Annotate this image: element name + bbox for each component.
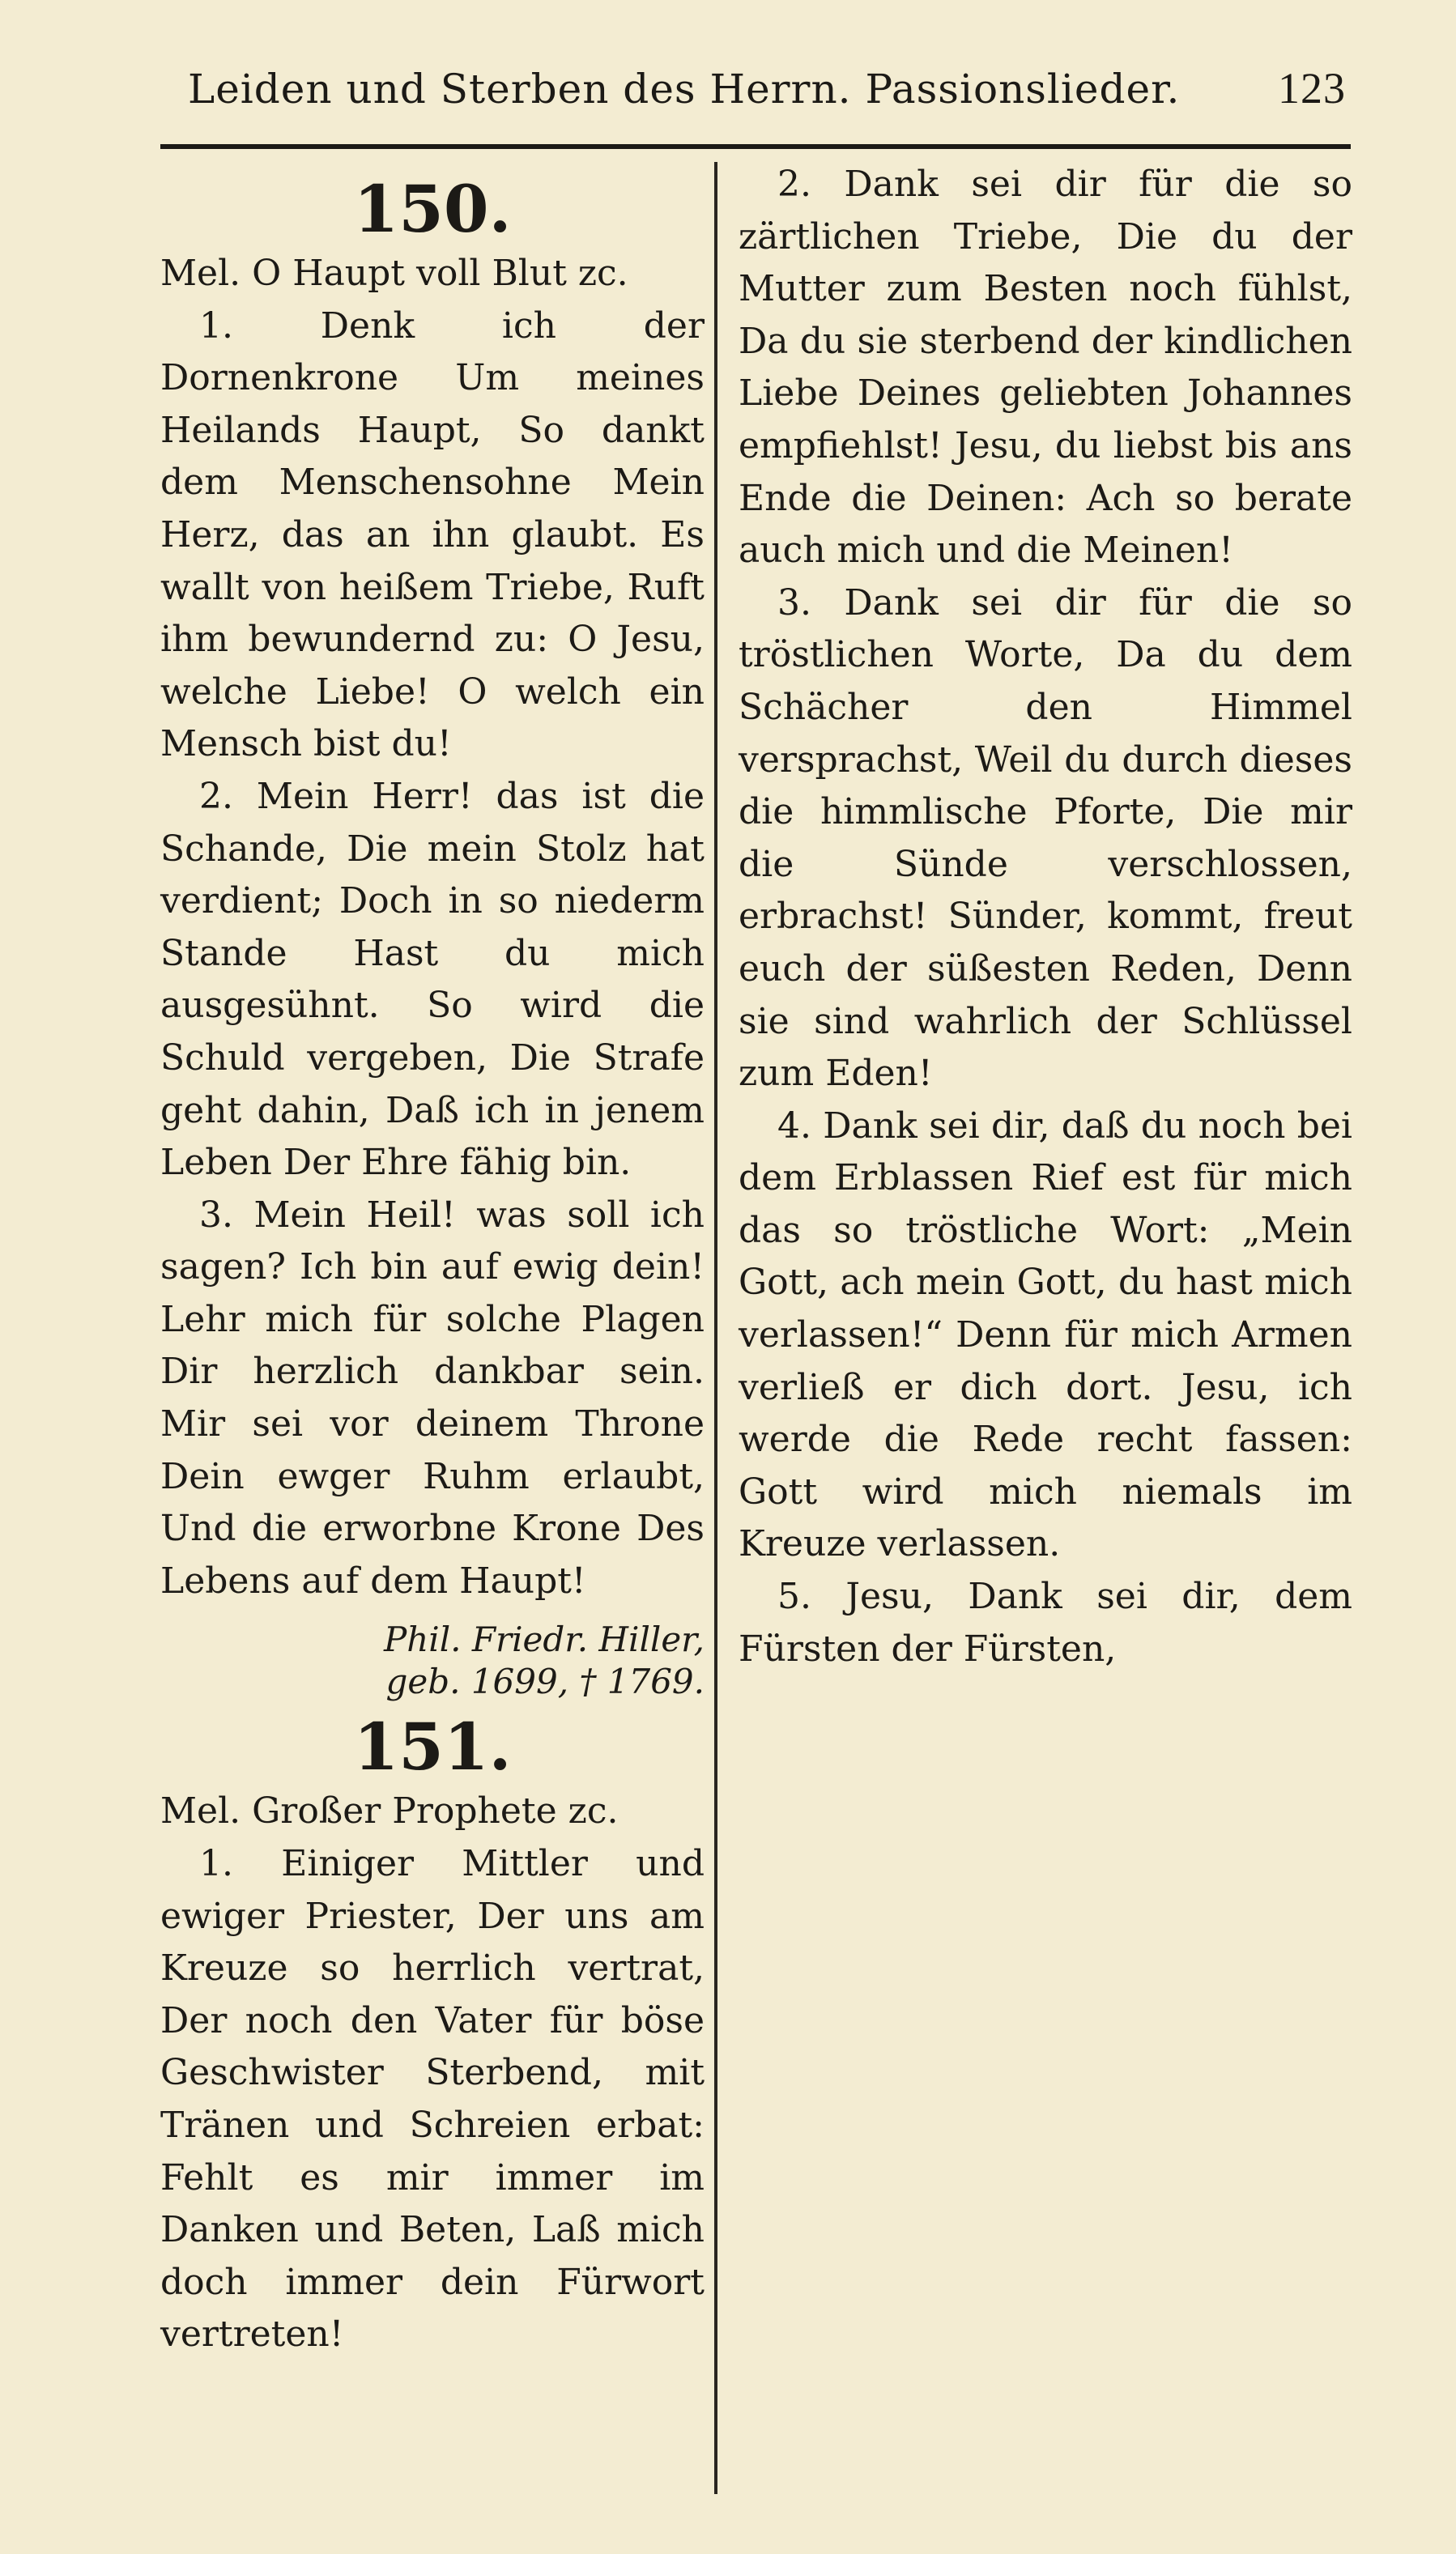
hymn-151-verse-1: 1. Einiger Mittler und ewiger Priester, Der uns am Kreuze so herrlich vertrat, Der noch den Vater für böse Geschwister Sterbend, mit Tränen und Schreien erbat: Fehlt es mir immer im Danken und Beten, Laß mich doch immer dein Fürwort vertreten!	[160, 1843, 705, 2356]
page-number: 123	[1278, 64, 1346, 113]
left-column	[160, 159, 705, 2361]
author-dates: geb. 1699, † 1769.	[385, 1662, 705, 1702]
header-title: Leiden und Sterben des Herrn. Passionslieder.	[188, 66, 1181, 113]
hymn-150-melody: Mel. O Haupt voll Blut zc.	[160, 253, 628, 294]
hymn-number-151: 151.	[353, 1709, 512, 1786]
hymn-150-author	[160, 1619, 705, 1703]
column-divider	[714, 162, 717, 2494]
hymn-151-verse-2: 2. Dank sei dir für die so zärtlichen Triebe, Die du der Mutter zum Besten noch fühlst, Da du sie sterbend der kindlichen Liebe Deines geliebten Johannes empfiehlst! Jesu, du liebst bis ans Ende die Deinen: Ach so berate auch mich und die Meinen!	[739, 164, 1352, 572]
hymn-150-verse-1: 1. Denk ich der Dornenkrone Um meines Heilands Haupt, So dankt dem Menschensohne Mein Herz, das an ihn glaubt. Es wallt von heißem Triebe, Ruft ihm bewundernd zu: O Jesu, welche Liebe! O welch ein Mensch bist du!	[160, 304, 705, 765]
hymn-151-verse-3: 3. Dank sei dir für die so tröstlichen Worte, Da du dem Schächer den Himmel versprachst, Weil du durch dieses die himmlische Pforte, Die mir die Sünde verschlossen, erbrachst! Sünder, kommt, freut euch der süßesten Reden, Denn sie sind wahrlich der Schlüssel zum Eden!	[739, 581, 1352, 1095]
running-header	[188, 63, 1346, 113]
right-column	[739, 159, 1352, 1675]
author-name: Phil. Friedr. Hiller,	[383, 1620, 705, 1660]
hymn-number-150: 150.	[353, 171, 512, 247]
hymn-151-verse-4: 4. Dank sei dir, daß du noch bei dem Erblassen Rief est für mich das so tröstliche Wort: „Mein Gott, ach mein Gott, du hast mich verlassen!“ Denn für mich Armen verließ er dich dort. Jesu, ich werde die Rede recht fassen: Gott wird mich niemals im Kreuze verlassen.	[739, 1105, 1352, 1565]
hymn-150-verse-2: 2. Mein Herr! das ist die Schande, Die mein Stolz hat verdient; Doch in so niederm Stande Hast du mich ausgesühnt. So wird die Schuld vergeben, Die Strafe geht dahin, Daß ich in jenem Leben Der Ehre fähig bin.	[160, 775, 705, 1184]
hymn-150-verse-3: 3. Mein Heil! was soll ich sagen? Ich bin auf ewig dein! Lehr mich für solche Plagen Dir herzlich dankbar sein. Mir sei vor deinem Throne Dein ewger Ruhm erlaubt, Und die erworbne Krone Des Lebens auf dem Haupt!	[160, 1194, 705, 1602]
header-rule	[160, 144, 1351, 149]
hymn-151-verse-5: 5. Jesu, Dank sei dir, dem Fürsten der Fürsten,	[739, 1576, 1352, 1670]
hymn-151-melody: Mel. Großer Prophete zc.	[160, 1790, 619, 1832]
